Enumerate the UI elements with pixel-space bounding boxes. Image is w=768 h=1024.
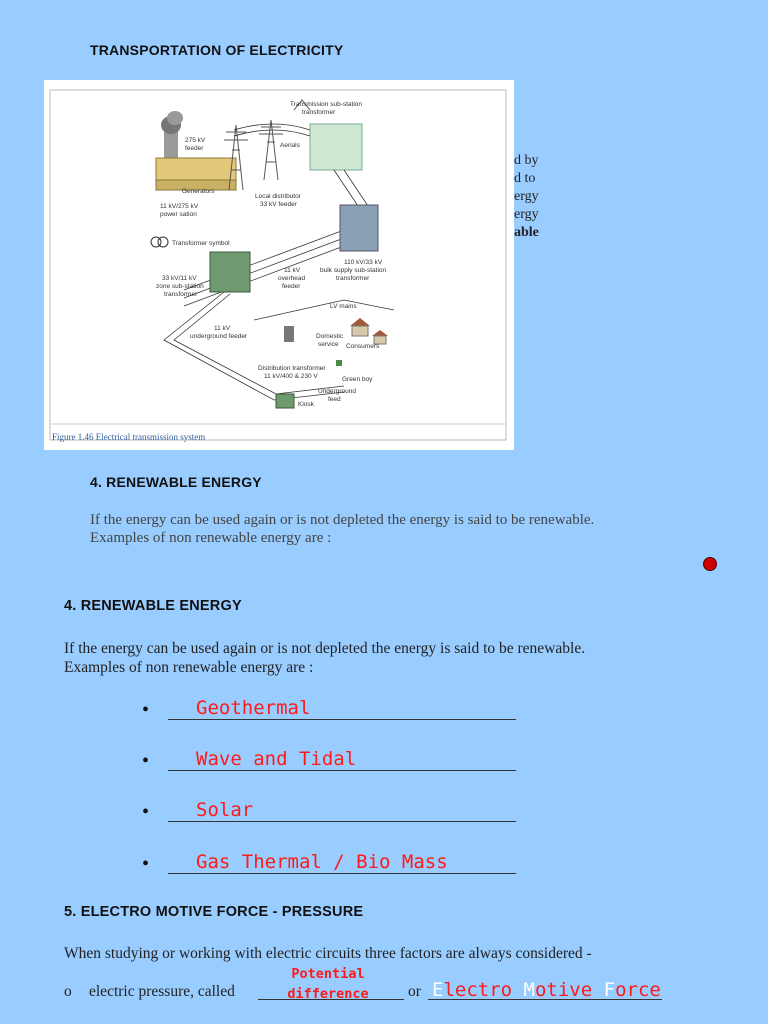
record-marker-icon (703, 557, 717, 571)
label-underground-feed: Underground (318, 388, 356, 395)
label-overhead2: overhead (278, 275, 306, 282)
label-underground-feeder: 11 kV (214, 325, 231, 332)
list-item (142, 748, 522, 778)
clipped-line: ergy (514, 207, 539, 222)
label-power-station: 11 kV/275 kV (160, 203, 199, 210)
renewable-heading: 4. RENEWABLE ENERGY (64, 598, 242, 614)
renewable-paragraph-top (90, 511, 710, 547)
label-aerials: Aerials (280, 142, 300, 149)
answer-line (168, 873, 516, 874)
label-local-distributor2: 33 kV feeder (260, 201, 297, 208)
answer-line (168, 719, 516, 720)
renewable-paragraph-line1: If the energy can be used again or is not depleted the energy is said to be renewable. (64, 640, 586, 657)
answer-line (168, 821, 516, 822)
bullet-icon: • (142, 801, 150, 823)
green-box-icon (336, 360, 342, 366)
emf-text-part: otive (534, 979, 604, 1001)
emf-paragraph: When studying or working with electric circuits three factors are always considered - (64, 945, 592, 962)
label-local-distributor: Local distributor (255, 193, 301, 200)
figure-frame (50, 90, 506, 440)
bullet-icon: • (142, 750, 150, 772)
label-power-station2: power sation (160, 211, 197, 218)
clipped-line: d by (514, 153, 539, 168)
label-distribution: Distribution transformer (258, 365, 326, 372)
zone-substation-icon (210, 252, 250, 292)
label-overhead3: feeder (282, 283, 301, 290)
answer-text: Wave and Tidal (196, 748, 357, 770)
clipped-line: d to (514, 171, 536, 186)
label-domestic2: service (318, 341, 339, 348)
renewable-heading-top: 4. RENEWABLE ENERGY (90, 474, 262, 490)
transmission-diagram (44, 80, 514, 450)
emf-letter-e: E (432, 979, 444, 1001)
renewable-paragraph-top-line1: If the energy can be used again or is not depleted the energy is said to be renewable. (90, 512, 595, 528)
label-green-box: Green boy (342, 376, 373, 383)
list-item (142, 851, 522, 881)
emf-list-marker: o (64, 983, 72, 1000)
label-zone2: zone sub-station (156, 283, 204, 290)
label-underground-feed2: feed (328, 396, 341, 403)
label-consumers: Consumers (346, 343, 380, 350)
emf-item-prefix: electric pressure, called (89, 983, 235, 1000)
label-zone3: transformer (164, 291, 198, 298)
emf-text-part: orce (615, 979, 661, 1001)
transport-heading: TRANSPORTATION OF ELECTRICITY (90, 42, 344, 58)
distribution-transformer-icon (284, 326, 294, 342)
figure-caption: Figure 1.46 Electrical transmission system (52, 432, 206, 442)
kiosk-icon (276, 394, 294, 408)
emf-answer-line1: Potential (291, 966, 365, 982)
label-transmission-substation: Transmission sub-station (290, 101, 363, 108)
label-underground-feeder2: underground feeder (190, 333, 248, 340)
answer-text: Solar (196, 799, 254, 821)
renewable-paragraph (64, 639, 724, 677)
answer-text: Geothermal (196, 697, 311, 719)
list-item (142, 697, 522, 727)
emf-letter-m: M (523, 979, 535, 1001)
emf-answer-line2: difference (287, 986, 369, 1002)
label-feeder-275b: feeder (185, 145, 204, 152)
label-bulk-supply2: bulk supply sub-station (320, 267, 387, 274)
label-overhead: 11 kV (284, 267, 301, 274)
label-bulk-supply: 110 kV/33 kV (344, 259, 383, 266)
clipped-text-fragments (514, 152, 539, 242)
label-generators: Generators (182, 188, 215, 195)
label-lv-mains: LV mains (330, 303, 357, 310)
clipped-line: able (514, 225, 539, 240)
label-kiosk: Kiosk (298, 401, 314, 408)
bulk-supply-icon (340, 205, 378, 251)
label-transformer-symbol: Transformer symbol (172, 240, 230, 247)
label-zone: 33 kV/11 kV (162, 275, 197, 282)
label-feeder-275: 275 kV (185, 137, 206, 144)
emf-answer-electro-motive-force (432, 979, 661, 1001)
clipped-line: ergy (514, 189, 539, 204)
emf-letter-f: F (603, 979, 616, 1001)
renewable-paragraph-line2: Examples of non renewable energy are : (64, 659, 314, 676)
emf-answer-potential-difference (268, 964, 388, 1004)
label-bulk-supply3: transformer (336, 275, 370, 282)
list-item (142, 799, 522, 829)
label-domestic: Domestic (316, 333, 344, 340)
answer-line (168, 770, 516, 771)
label-distribution2: 11 kV/400 & 230 V (264, 373, 318, 380)
substation-icon (310, 124, 362, 170)
emf-heading: 5. ELECTRO MOTIVE FORCE - PRESSURE (64, 904, 364, 920)
label-transmission-substation2: transformer (302, 109, 336, 116)
emf-text-part: lectro (443, 979, 524, 1001)
bullet-icon: • (142, 853, 150, 875)
renewable-paragraph-top-line2: Examples of non renewable energy are : (90, 530, 332, 546)
answer-text: Gas Thermal / Bio Mass (196, 851, 448, 873)
bullet-icon: • (142, 699, 150, 721)
transmission-figure (44, 80, 514, 450)
emf-or-word: or (408, 983, 421, 1000)
